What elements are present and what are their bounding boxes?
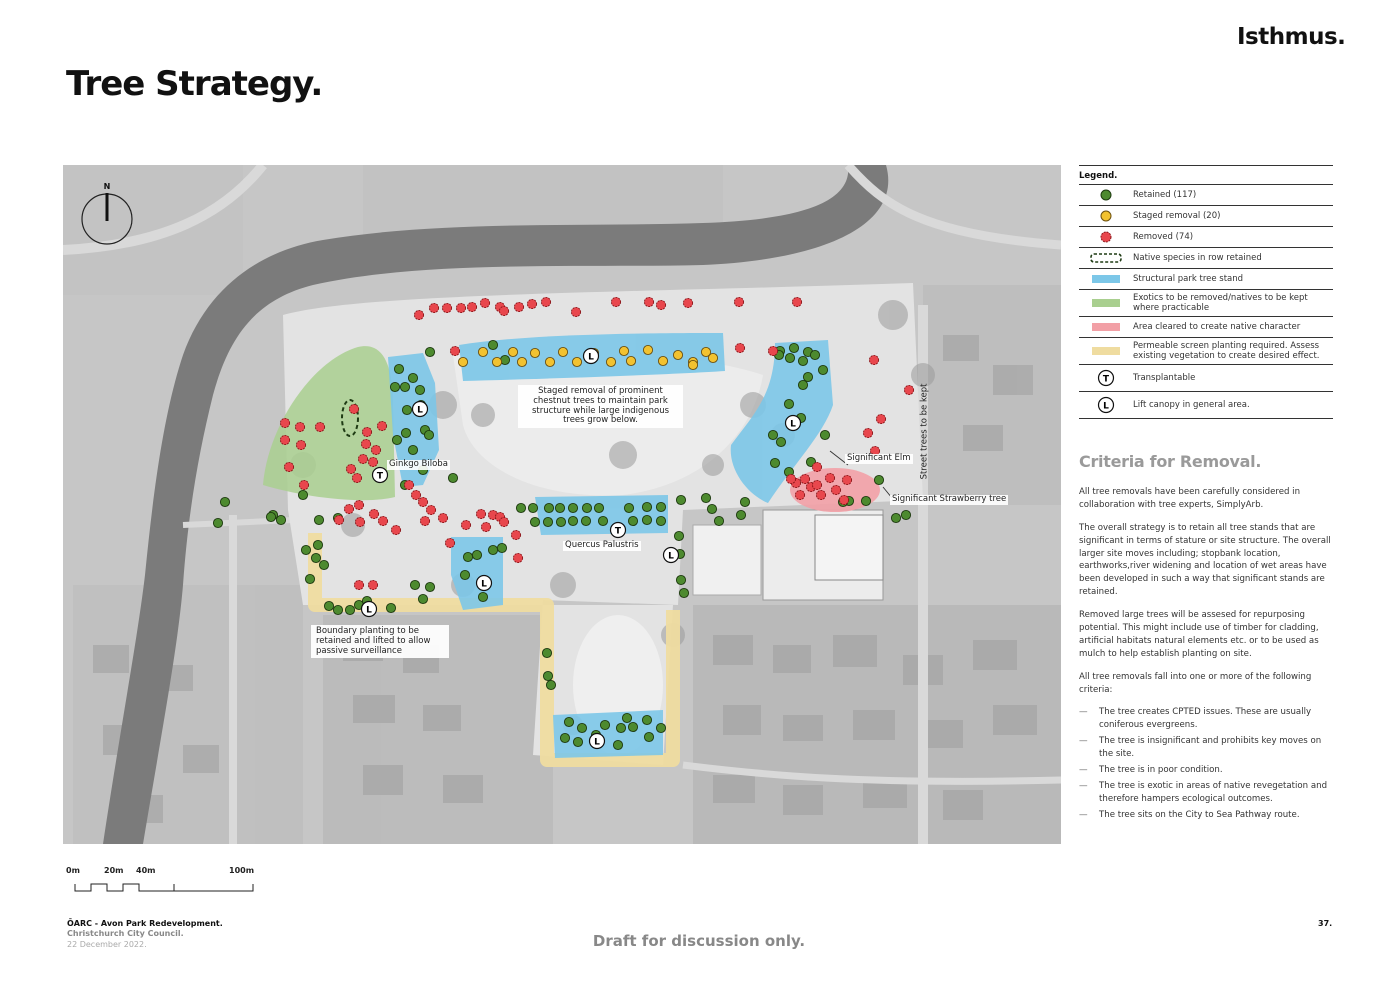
site-map [63,165,1061,844]
criteria-item: — The tree is insignificant and prohibits key moves on the site. [1079,735,1333,761]
removed-tree-marker [683,298,692,307]
svg-text:L: L [594,737,600,748]
removed-tree-marker [361,439,370,448]
criteria-paragraph: The overall strategy is to retain all tree stands that are significant in terms of stature or site structure. The overall larger site moves including; stopbank location, earthworks,river widening and location of wet areas have been developed in such a way that significant stands are retained. [1079,522,1331,598]
removed-tree-marker [418,497,427,506]
retained-tree-marker [276,515,285,524]
retained-tree-marker [798,356,807,365]
retained-dot-icon [1099,188,1113,202]
retained-tree-marker [740,497,749,506]
scale-label: 40m [136,866,156,875]
retained-tree-marker [488,545,497,554]
retained-tree-marker [394,364,403,373]
retained-tree-marker [345,605,354,614]
removed-tree-marker [349,404,358,413]
retained-tree-marker [628,722,637,731]
staged-removal-marker [508,347,517,356]
retained-tree-marker [460,570,469,579]
svg-text:L: L [366,605,372,616]
scale-label: 0m [66,866,80,875]
retained-tree-marker [542,648,551,657]
retained-tree-marker [448,473,457,482]
removed-tree-marker [656,300,665,309]
retained-tree-marker [425,347,434,356]
retained-tree-marker [568,516,577,525]
label-street-trees: Street trees to be kept [919,383,930,480]
retained-tree-marker [546,680,555,689]
lift-canopy-marker [786,416,801,431]
retained-tree-marker [528,503,537,512]
staged-removal-marker [673,350,682,359]
retained-tree-marker [298,490,307,499]
retained-tree-marker [861,496,870,505]
legend-item: L Lift canopy in general area. [1079,392,1333,419]
retained-tree-marker [543,671,552,680]
removed-tree-marker [816,490,825,499]
retained-tree-marker [600,720,609,729]
removed-tree-marker [346,464,355,473]
criteria-item: — The tree creates CPTED issues. These are usually coniferous evergreens. [1079,706,1333,732]
retained-tree-marker [418,594,427,603]
removed-dot-icon [1099,230,1113,244]
retained-tree-marker [594,503,603,512]
transplantable-marker [611,523,626,538]
scale-bar [66,866,266,899]
removed-tree-marker [352,473,361,482]
removed-tree-marker [792,297,801,306]
removed-tree-marker [299,480,308,489]
removed-tree-marker [876,414,885,423]
removed-tree-marker [315,422,324,431]
svg-text:L: L [790,419,796,430]
criteria-item: — The tree is in poor condition. [1079,764,1333,777]
staged-removal-marker [643,345,652,354]
footer-project: ŌARC - Avon Park Redevelopment. [67,919,223,928]
label-ginkgo: Ginkgo Biloba [389,459,448,469]
removed-tree-marker [450,346,459,355]
retained-tree-marker [392,435,401,444]
criteria-paragraph: All tree removals have been carefully considered in collaboration with tree experts, SimplyArb. [1079,487,1301,510]
retained-tree-marker [644,732,653,741]
staged-removal-marker [478,347,487,356]
retained-tree-marker [313,540,322,549]
retained-tree-marker [820,430,829,439]
retained-tree-marker [555,503,564,512]
criteria-paragraph: Removed large trees will be assesed for repurposing potential. This might include use of timber for cladding, artificial habitats natural elements etc. or to be used as mulch to help establish planting on site. [1079,610,1319,659]
removed-tree-marker [527,299,536,308]
removed-tree-marker [354,580,363,589]
retained-tree-marker [573,737,582,746]
removed-tree-marker [467,302,476,311]
retained-tree-marker [770,458,779,467]
green-swatch-icon [1092,299,1120,307]
retained-tree-marker [628,516,637,525]
retained-tree-marker [707,504,716,513]
legend [1079,165,1333,419]
retained-tree-marker [564,717,573,726]
staged-removal-marker [626,356,635,365]
legend-item: Removed (74) [1079,227,1333,248]
retained-tree-marker [543,517,552,526]
staged-dot-icon [1099,209,1113,223]
removed-tree-marker [541,297,550,306]
removed-tree-marker [368,457,377,466]
page-title: Tree Strategy. [66,64,323,104]
lift-canopy-marker [664,548,679,563]
lift-canopy-marker [477,576,492,591]
removed-tree-marker [481,522,490,531]
retained-tree-marker [785,353,794,362]
removed-tree-marker [355,517,364,526]
scale-graphic [66,880,266,894]
scale-label: 100m [229,866,255,875]
removed-tree-marker [831,485,840,494]
removed-tree-marker [354,500,363,509]
removed-tree-marker [511,530,520,539]
criteria-paragraph: All tree removals fall into one or more of the following criteria: [1079,671,1312,695]
retained-tree-marker [656,516,665,525]
removed-tree-marker [371,445,380,454]
lift-canopy-icon [1097,396,1115,414]
staged-removal-marker [619,346,628,355]
retained-tree-marker [736,510,745,519]
retained-tree-marker [544,503,553,512]
criteria-list [1079,706,1333,821]
retained-tree-marker [402,405,411,414]
retained-tree-marker [311,553,320,562]
removed-tree-marker [296,440,305,449]
retained-tree-marker [472,550,481,559]
legend-title: Legend. [1079,165,1333,185]
retained-tree-marker [401,428,410,437]
brand-logo: Isthmus. [1237,24,1346,50]
retained-tree-marker [624,503,633,512]
retained-tree-marker [408,373,417,382]
transplantable-marker [373,468,388,483]
svg-text:L: L [1103,401,1109,412]
removed-tree-marker [280,435,289,444]
staged-removal-marker [545,357,554,366]
retained-tree-marker [891,513,900,522]
removed-tree-marker [280,418,289,427]
removed-tree-marker [461,520,470,529]
blue-swatch-icon [1092,275,1120,283]
north-letter: N [103,182,111,191]
staged-removal-marker [517,357,526,366]
removed-tree-marker [438,513,447,522]
legend-item: T Transplantable [1079,365,1333,392]
removed-tree-marker [842,475,851,484]
svg-text:L: L [417,405,423,416]
retained-tree-marker [497,543,506,552]
removed-tree-marker [362,427,371,436]
retained-tree-marker [676,495,685,504]
retained-tree-marker [582,503,591,512]
criteria-section [1079,452,1333,825]
removed-tree-marker [369,509,378,518]
draft-notice: Draft for discussion only. [592,932,806,950]
criteria-item: — The tree sits on the City to Sea Pathway route. [1079,809,1333,822]
removed-tree-marker [499,517,508,526]
removed-tree-marker [429,303,438,312]
legend-item: Native species in row retained [1079,248,1333,269]
removed-tree-marker [571,307,580,316]
retained-tree-marker [810,350,819,359]
removed-tree-marker [377,421,386,430]
retained-tree-marker [798,380,807,389]
retained-tree-marker [642,515,651,524]
page-number: 37. [1318,919,1333,928]
svg-text:T: T [1102,374,1110,385]
retained-tree-marker [415,385,424,394]
retained-tree-marker [390,382,399,391]
removed-tree-marker [839,495,848,504]
retained-tree-marker [701,493,710,502]
staged-removal-marker [492,357,501,366]
legend-item: Permeable screen planting required. Assess existing vegetation to create desired effect. [1079,338,1333,365]
retained-tree-marker [656,723,665,732]
retained-tree-marker [410,580,419,589]
label-boundary-planting: Boundary planting to be retained and lifted to allow passive surveillance [311,625,449,658]
removed-tree-marker [499,306,508,315]
svg-text:L: L [668,551,674,562]
retained-tree-marker [901,510,910,519]
removed-tree-marker [420,516,429,525]
sports-court-2 [815,515,883,580]
lift-canopy-marker [362,602,377,617]
retained-tree-marker [333,605,342,614]
removed-tree-marker [445,538,454,547]
removed-tree-marker [800,474,809,483]
retained-tree-marker [305,574,314,583]
retained-tree-marker [314,515,323,524]
retained-tree-marker [516,503,525,512]
footer-client: Christchurch City Council. [67,929,184,939]
retained-tree-marker [556,517,565,526]
removed-tree-marker [480,298,489,307]
retained-tree-marker [803,372,812,381]
removed-tree-marker [295,422,304,431]
removed-tree-marker [368,580,377,589]
lift-canopy-marker [413,402,428,417]
staged-removal-marker [708,353,717,362]
retained-tree-marker [676,575,685,584]
retained-tree-marker [266,512,275,521]
retained-tree-marker [319,560,328,569]
removed-tree-marker [404,480,413,489]
retained-tree-marker [598,516,607,525]
retained-tree-marker [642,502,651,511]
svg-text:L: L [481,579,487,590]
retained-tree-marker [488,340,497,349]
removed-tree-marker [812,480,821,489]
svg-text:T: T [376,471,384,482]
removed-tree-marker [644,297,653,306]
staged-removal-marker [530,348,539,357]
retained-tree-marker [386,603,395,612]
label-chestnut: Staged removal of prominent chestnut trees to maintain park structure while large indigenous trees grow below. [518,385,683,428]
removed-tree-marker [513,553,522,562]
sports-court-1 [693,525,761,595]
retained-tree-marker [818,365,827,374]
removed-tree-marker [611,297,620,306]
removed-tree-marker [514,302,523,311]
legend-item: Exotics to be removed/natives to be kept where practicable [1079,290,1333,317]
staged-removal-marker [688,360,697,369]
removed-tree-marker [786,474,795,483]
removed-tree-marker [734,297,743,306]
legend-item: Area cleared to create native character [1079,317,1333,338]
svg-text:T: T [614,526,622,537]
removed-tree-marker [735,343,744,352]
label-quercus: Quercus Palustris [565,540,639,550]
removed-tree-marker [334,515,343,524]
removed-tree-marker [284,462,293,471]
retained-tree-marker [874,475,883,484]
pink-swatch-icon [1092,323,1120,331]
removed-tree-marker [456,303,465,312]
retained-tree-marker [768,430,777,439]
label-significant-elm: Significant Elm [847,453,911,463]
legend-item: Structural park tree stand [1079,269,1333,290]
dashed-outline-icon [1090,253,1122,263]
criteria-item: — The tree is exotic in areas of native revegetation and therefore hampers ecological outcomes. [1079,780,1333,806]
legend-item: Retained (117) [1079,185,1333,206]
removed-tree-marker [442,303,451,312]
retained-tree-marker [530,517,539,526]
staged-removal-marker [606,357,615,366]
removed-tree-marker [768,346,777,355]
retained-tree-marker [577,723,586,732]
retained-tree-marker [613,740,622,749]
staged-removal-marker [558,347,567,356]
removed-tree-marker [904,385,913,394]
retained-tree-marker [220,497,229,506]
criteria-title: Criteria for Removal. [1079,452,1262,471]
retained-tree-marker [622,713,631,722]
retained-tree-marker [463,552,472,561]
removed-tree-marker [344,504,353,513]
staged-removal-marker [572,357,581,366]
removed-tree-marker [426,505,435,514]
removed-tree-marker [476,509,485,518]
retained-tree-marker [425,582,434,591]
transplantable-icon [1097,369,1115,387]
retained-tree-marker [324,601,333,610]
removed-tree-marker [863,428,872,437]
retained-tree-marker [408,445,417,454]
retained-tree-marker [674,531,683,540]
removed-tree-marker [812,462,821,471]
yellow-swatch-icon [1092,347,1120,355]
removed-tree-marker [411,490,420,499]
retained-tree-marker [656,502,665,511]
retained-tree-marker [679,588,688,597]
retained-tree-marker [789,343,798,352]
retained-tree-marker [568,503,577,512]
retained-tree-marker [642,715,651,724]
footer-date: 22 December 2022. [67,939,147,949]
retained-tree-marker [714,516,723,525]
retained-tree-marker [784,399,793,408]
staged-removal-marker [658,356,667,365]
retained-tree-marker [776,437,785,446]
removed-tree-marker [869,355,878,364]
retained-tree-marker [560,733,569,742]
label-strawberry: Significant Strawberry tree [892,494,1007,504]
retained-tree-marker [478,592,487,601]
removed-tree-marker [358,454,367,463]
retained-tree-marker [581,516,590,525]
staged-removal-marker [458,357,467,366]
removed-tree-marker [378,516,387,525]
retained-tree-marker [616,723,625,732]
retained-tree-marker [301,545,310,554]
scale-label: 20m [104,866,124,875]
retained-tree-marker [400,382,409,391]
removed-tree-marker [414,310,423,319]
removed-tree-marker [391,525,400,534]
lift-canopy-marker [590,734,605,749]
removed-tree-marker [825,473,834,482]
lift-canopy-marker [584,349,599,364]
svg-text:L: L [588,352,594,363]
removed-tree-marker [795,490,804,499]
retained-tree-marker [424,430,433,439]
legend-item: Staged removal (20) [1079,206,1333,227]
retained-tree-marker [213,518,222,527]
